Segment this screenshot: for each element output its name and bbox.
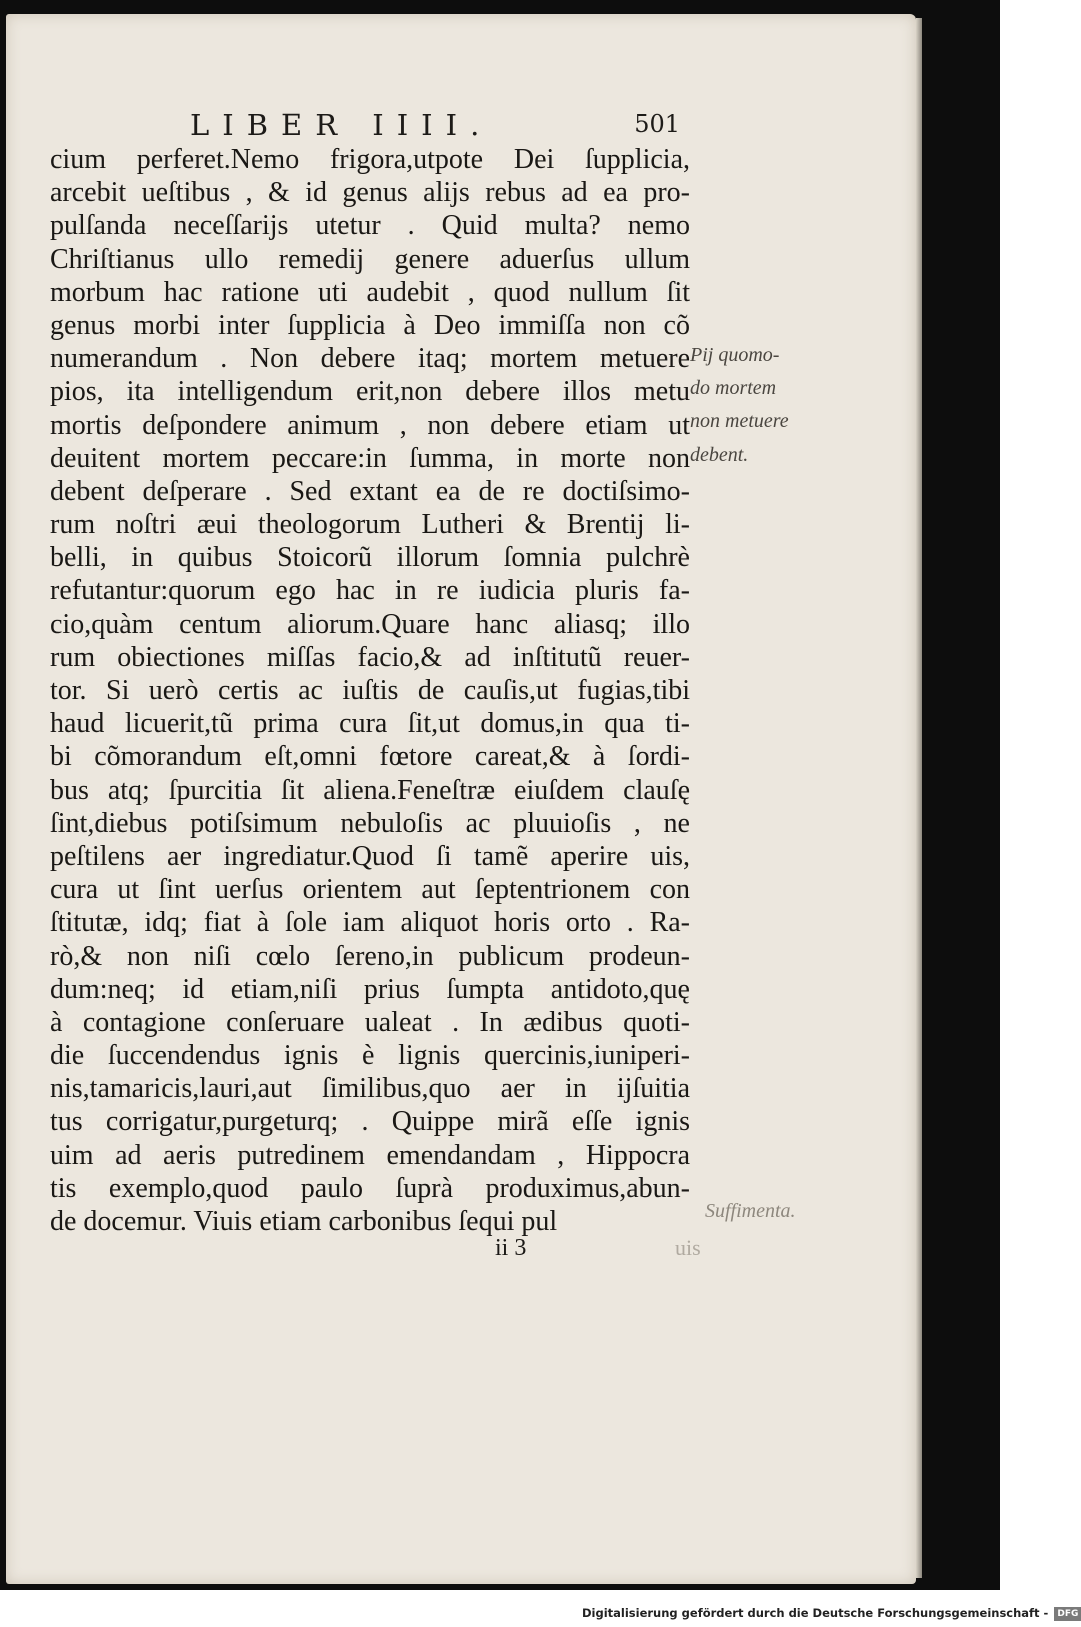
page-number: 501 — [634, 110, 680, 138]
text-line: nis,tamaricis,lauri,aut ſimilibus,quo aer in ijſuitia — [50, 1073, 690, 1105]
page-header — [190, 108, 680, 140]
marginal-note-line: do mortem — [690, 377, 777, 400]
running-head: LIBER IIII. — [190, 108, 493, 142]
text-line: morbum hac ratione uti audebit , quod nullum ſit — [50, 276, 690, 308]
text-line: deuitent mortem peccare:in ſumma, in morte non — [50, 442, 690, 474]
text-line: tus corrigatur,purgeturq; . Quippe mirã eſſe ignis — [50, 1106, 690, 1138]
text-line: pulſanda neceſſarijs utetur . Quid multa? nemo — [50, 210, 690, 242]
text-line: pios, ita intelligendum erit,non debere illos metu — [50, 376, 690, 408]
credit-text: Digitalisierung gefördert durch die Deutsche Forschungsgemeinschaft - — [582, 1606, 1049, 1620]
text-line: de docemur. Viuis etiam carbonibus ſequi pul — [50, 1206, 558, 1237]
text-line: haud licuerit,tũ prima cura ſit,ut domus,in qua ti- — [50, 708, 690, 740]
text-line: mortis deſpondere animum , non debere etiam ut — [50, 409, 690, 441]
text-line: tor. Si uerò certis ac iuſtis de cauſis,ut fugias,tibi — [50, 675, 690, 706]
text-line: bi cõmorandum eſt,omni fœtore careat,& à ſordi- — [50, 741, 690, 773]
marginal-note-suffimenta: Suffimenta. — [705, 1200, 796, 1222]
text-line: ſtitutæ, idq; fiat à ſole iam aliquot horis orto . Ra- — [50, 907, 690, 939]
text-line: à contagione conſeruare ualeat . In ædibus quoti- — [50, 1006, 690, 1038]
text-line: Chriſtianus ullo remedij genere aduerſus ullum — [50, 243, 690, 275]
text-line: cio,quàm centum aliorum.Quare hanc aliasq; illo — [50, 608, 690, 640]
text-line: dum:neq; id etiam,niſi prius ſumpta antidoto,quę — [50, 973, 690, 1005]
catchword: uis — [675, 1235, 701, 1260]
text-line: rum noſtri æui theologorum Lutheri & Brentij li- — [50, 509, 690, 541]
text-line: genus morbi inter ſupplicia à Deo immiſſa non cõ — [50, 309, 690, 341]
marginal-note-line: non metuere — [690, 410, 789, 433]
text-line: refutantur:quorum ego hac in re iudicia pluris fa- — [50, 575, 690, 607]
marginal-note — [690, 339, 840, 472]
text-line: uim ad aeris putredinem emendandam , Hippocra — [50, 1139, 690, 1171]
digitization-credit — [582, 1604, 1081, 1622]
signature-mark: ii 3 — [495, 1235, 527, 1261]
dfg-logo: DFG — [1054, 1607, 1081, 1621]
text-line: belli, in quibus Stoicorũ illorum ſomnia pulchrè — [50, 542, 690, 574]
text-line: debent deſperare . Sed extant ea de re doctiſsimo- — [50, 475, 690, 507]
page-footer — [495, 1235, 701, 1265]
text-line: tis exemplo,quod paulo ſuprà produximus,abun- — [50, 1172, 690, 1204]
text-line: rum obiectiones miſſas facio,& ad inſtitutũ reuer- — [50, 641, 690, 673]
body-text — [50, 143, 690, 1238]
text-line: die ſuccendendus ignis è lignis quercinis,iuniperi- — [50, 1040, 690, 1072]
text-line: bus atq; ſpurcitia ſit aliena.Feneſtræ eiuſdem clauſę — [50, 774, 690, 806]
marginal-note-line: Pij quomo- — [690, 344, 780, 366]
text-line: numerandum . Non debere itaq; mortem metuere — [50, 343, 690, 375]
text-line: cium perferet.Nemo frigora,utpote Dei ſupplicia, — [50, 144, 690, 175]
page-edge — [916, 18, 922, 1578]
text-line: arcebit ueſtibus , & id genus alijs rebus ad ea pro- — [50, 177, 690, 209]
marginal-note-line: debent. — [690, 443, 749, 466]
text-line: ſint,diebus potiſsimum nebuloſis ac pluuioſis , ne — [50, 807, 690, 839]
text-line: cura ut ſint uerſus orientem aut ſeptentrionem con — [50, 874, 690, 906]
text-line: rò,& non niſi cœlo ſereno,in publicum prodeun- — [50, 940, 690, 972]
text-line: peſtilens aer ingrediatur.Quod ſi tamẽ aperire uis, — [50, 840, 690, 872]
